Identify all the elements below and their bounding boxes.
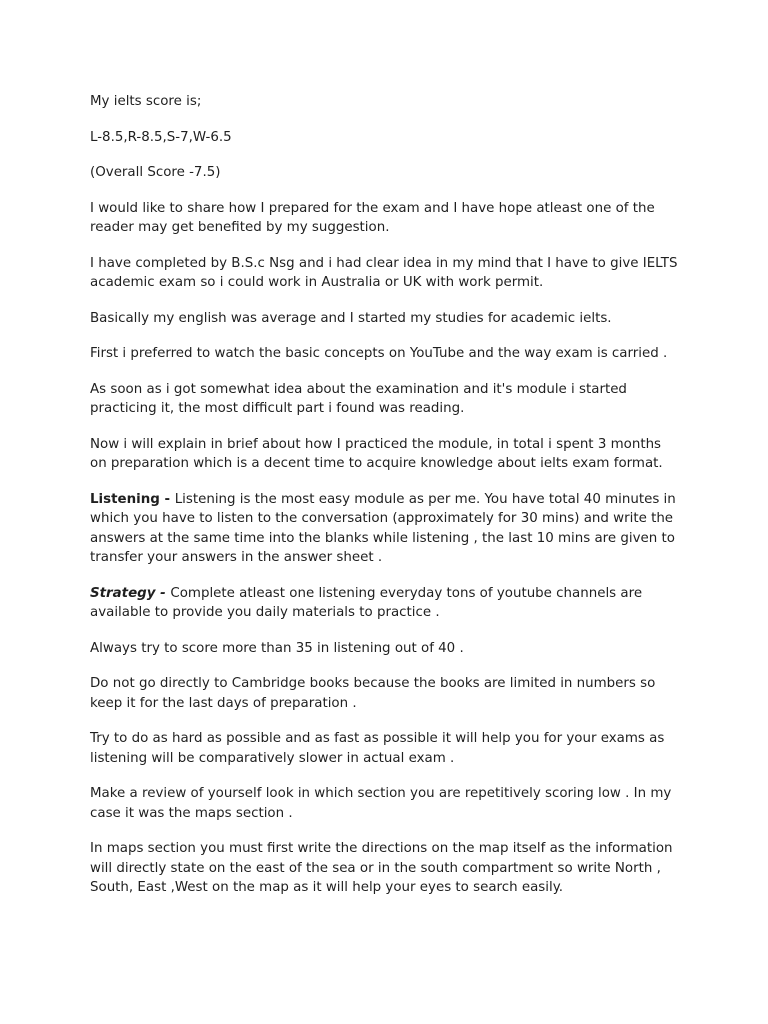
paragraph-band-scores: L-8.5,R-8.5,S-7,W-6.5 [90,129,232,145]
paragraph-maps-section: In maps section you must first write the directions on the map itself as the information will directly state on the east of the sea or in the south compartment so write North , South, East ,West on the map as it will help your eyes to search easily. [90,841,673,895]
heading-listening: Listening - [90,491,175,507]
paragraph-youtube: First i preferred to watch the basic concepts on YouTube and the way exam is carried . [90,346,668,361]
paragraph-english-level: Basically my english was average and I started my studies for academic ielts. [90,310,612,326]
paragraph-preparation-time: Now i will explain in brief about how I practiced the module, in total i spent 3 months on preparation which is a decent time to acquire knowledge about ielts exam format. [90,436,663,471]
paragraph-listening-text: Listening is the most easy module as per me. You have total 40 minutes in which you have to listen to the conversation (approximately for 30 mins) and write the answers at the same time into the blanks while listening , the last 10 mins are given to transfer your answers in the answer sheet . [90,491,676,565]
heading-strategy: Strategy - [90,585,171,601]
paragraph-practice-start: As soon as i got somewhat idea about the examination and it's module i started practicing it, the most difficult part i found was reading. [90,381,627,416]
paragraph-self-review: Make a review of yourself look in which section you are repetitively scoring low . In my case it was the maps section . [90,786,672,821]
paragraph-share-intro: I would like to share how I prepared for the exam and I have hope atleast one of the reader may get benefited by my suggestion. [90,200,655,235]
paragraph-cambridge-books: Do not go directly to Cambridge books because the books are limited in numbers so keep it for the last days of preparation . [90,676,656,711]
paragraph-score-intro: My ielts score is; [90,94,202,109]
paragraph-listening [90,490,680,568]
paragraph-strategy-text: Complete atleast one listening everyday tons of youtube channels are available to provide you daily materials to practice . [90,585,643,620]
paragraph-background: I have completed by B.S.c Nsg and i had clear idea in my mind that I have to give IELTS academic exam so i could work in Australia or UK with work permit. [90,255,678,290]
paragraph-overall-score: (Overall Score -7.5) [90,165,221,180]
paragraph-strategy [90,584,680,623]
paragraph-score-target: Always try to score more than 35 in listening out of 40 . [90,640,464,656]
paragraph-speed-practice: Try to do as hard as possible and as fast as possible it will help you for your exams as listening will be comparatively slower in actual exam . [90,731,665,766]
